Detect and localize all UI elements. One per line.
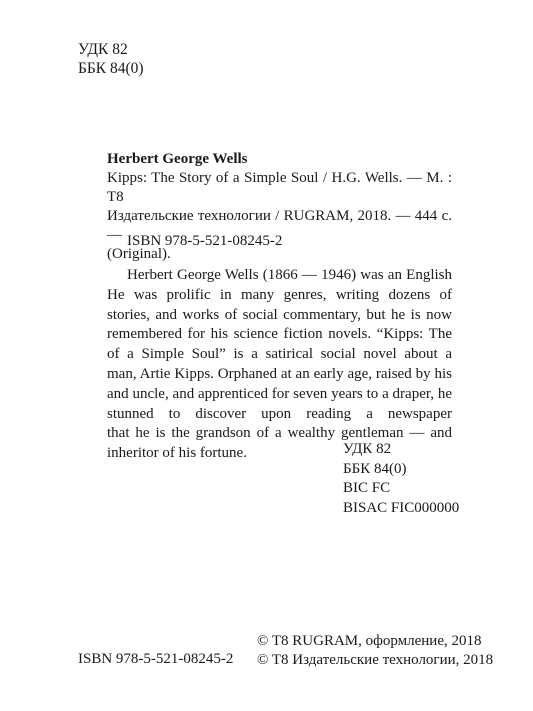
record-line: Издательские технологии / RUGRAM, 2018. — 444 с. — bbox=[107, 208, 452, 243]
annotation-line: He was prolific in many genres, writing dozens of bbox=[107, 286, 452, 303]
annotation-paragraph bbox=[107, 266, 452, 464]
annotation-line: and uncle, and apprenticed for seven years to a draper, he bbox=[107, 385, 452, 402]
right-classification-block bbox=[343, 440, 459, 518]
annotation-line: that he is the grandson of a wealthy gentleman — and bbox=[107, 425, 452, 442]
right-bbk-code: ББК 84(0) bbox=[343, 460, 407, 477]
bic-code: BIC FC bbox=[343, 480, 391, 496]
annotation-line: of a Simple Soul” is a satirical social novel about a bbox=[107, 346, 452, 363]
annotation-line: stories, and works of social commentary, but he is now bbox=[107, 306, 452, 323]
bisac-code: BISAC FIC000000 bbox=[343, 499, 460, 516]
top-bbk-code: ББК 84(0) bbox=[78, 60, 144, 77]
right-udk-code: УДК 82 bbox=[343, 441, 392, 457]
copyright-line: © T8 RUGRAM, оформление, 2018 bbox=[257, 633, 482, 649]
record-line: Kipps: The Story of a Simple Soul / H.G. Wells. — M. : T8 bbox=[107, 170, 452, 205]
annotation-line: Herbert George Wells (1866 — 1946) was an English bbox=[127, 267, 452, 283]
annotation-line: stunned to discover upon reading a newspaper bbox=[107, 405, 452, 422]
top-udk-code: УДК 82 bbox=[78, 41, 128, 58]
copyright-line: © T8 Издательские технологии, 2018 bbox=[257, 652, 494, 668]
top-classification-block bbox=[78, 40, 144, 78]
annotation-line: man, Artie Kipps. Orphaned at an early age, raised by his bbox=[107, 365, 452, 382]
copyright-block bbox=[257, 632, 493, 670]
annotation-line: remembered for his science fiction novels. “Kipps: The bbox=[107, 326, 452, 343]
record-isbn: ISBN 978-5-521-08245-2 bbox=[127, 233, 283, 249]
footer-isbn: ISBN 978-5-521-08245-2 bbox=[78, 651, 234, 667]
record-author: Herbert George Wells bbox=[107, 151, 248, 167]
record-line: (Original). bbox=[107, 246, 171, 262]
annotation-line: inheritor of his fortune. bbox=[107, 445, 247, 462]
